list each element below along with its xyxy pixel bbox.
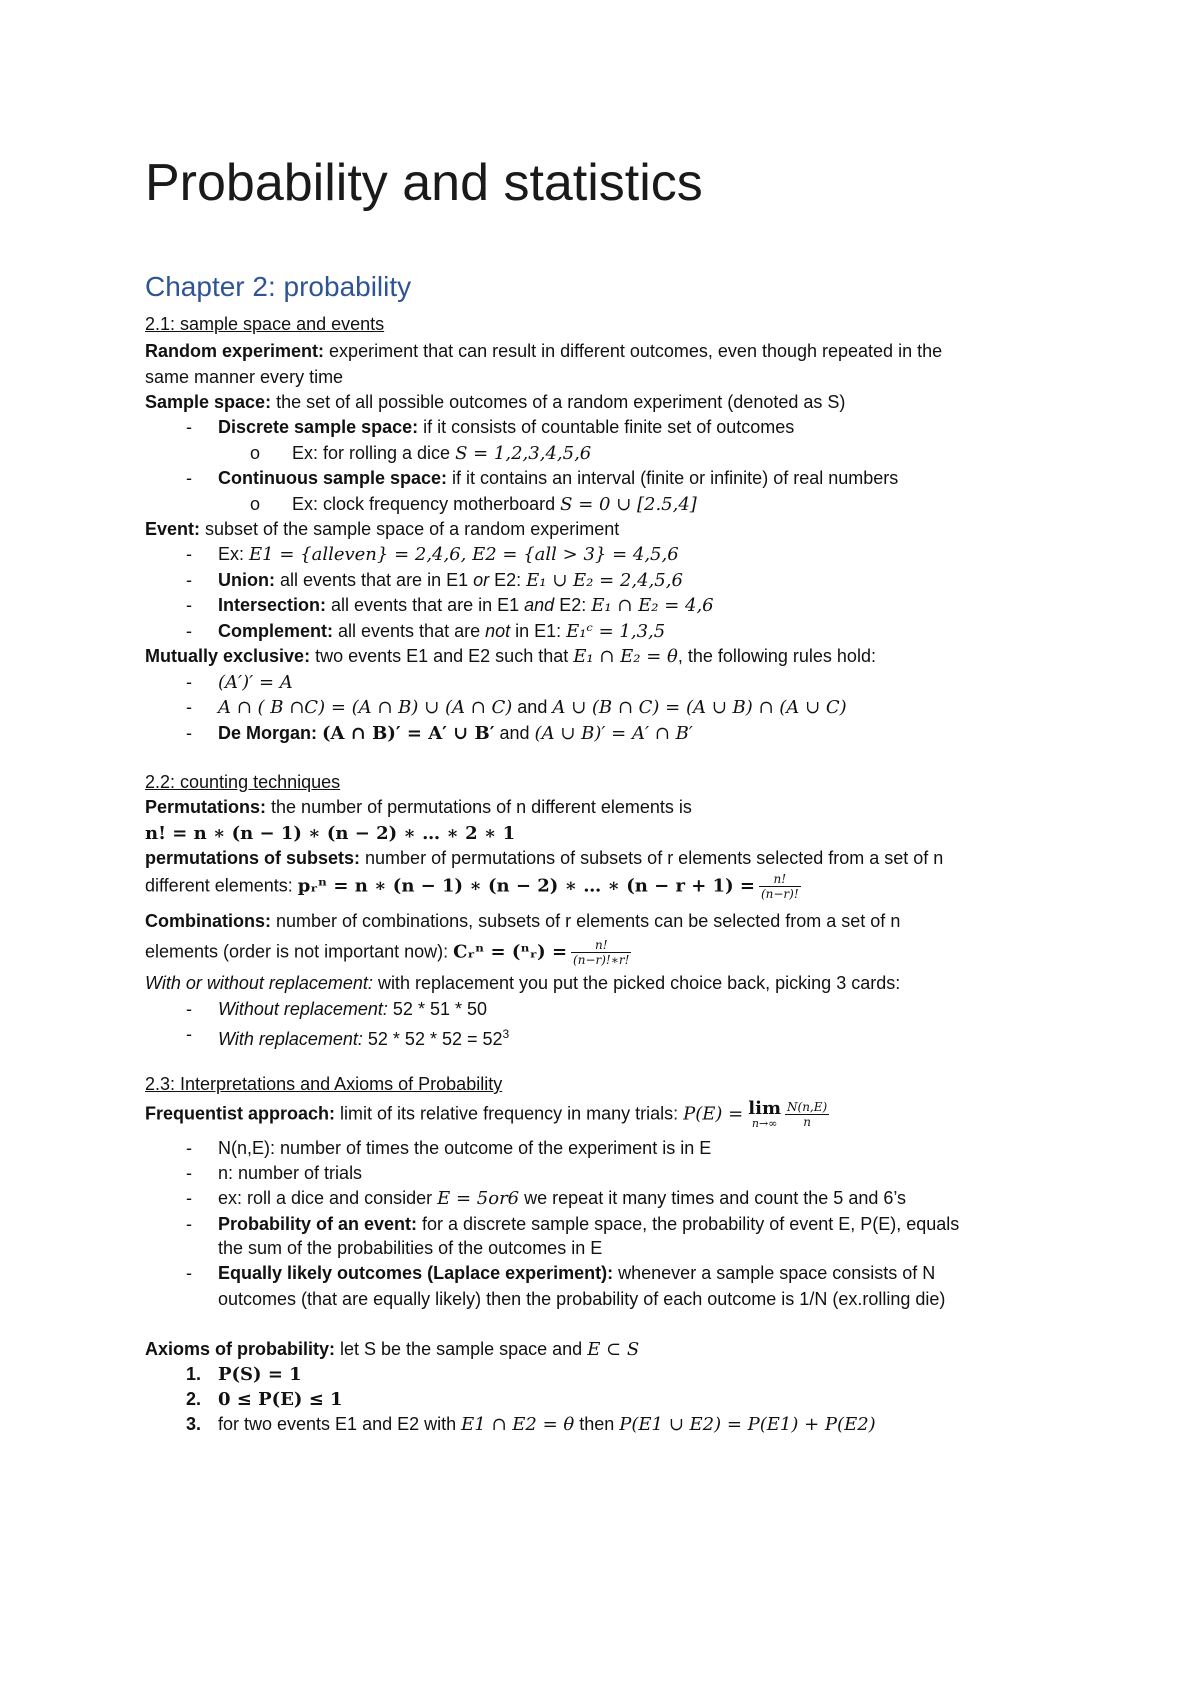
term-label: Combinations: [145, 911, 271, 931]
section-heading-2-2: 2.2: counting techniques [145, 772, 341, 792]
math-expression: (A ∩ B)′ = A′ ∪ B′ [322, 723, 495, 744]
intersection-line: Intersection: all events that are in E1 and E2: E₁ ∩ E₂ = 4,6 [218, 595, 714, 616]
definition-text: experiment that can result in different outcomes, even though repeated in the [324, 341, 943, 361]
term-label: Discrete sample space: [218, 417, 419, 437]
fraction: $\frac{n!}{(n-r)!}$ [760, 872, 799, 901]
circle-bullet: o [250, 443, 261, 463]
math-expression: (A ∪ B)′ = A′ ∩ B′ [534, 723, 693, 744]
term-label: Axioms of probability: [145, 1339, 336, 1359]
term-label: Sample space: [145, 392, 272, 412]
dash-bullet: - [186, 1163, 192, 1183]
term-label: Continuous sample space: [218, 468, 448, 488]
list-number: 2. [186, 1389, 202, 1409]
nne-definition-line: N(n,E): number of times the outcome of the experiment is in E [218, 1138, 712, 1158]
dice-example-line: ex: roll a dice and consider E = 5or6 we repeat it many times and count the 5 and 6’s [218, 1188, 907, 1209]
replacement-line [145, 972, 900, 994]
combinations-line [145, 910, 900, 932]
term-label: Union: [218, 570, 275, 590]
dash-bullet: - [186, 544, 192, 564]
axioms-line: Axioms of probability: let S be the sample space and E ⊂ S [145, 1339, 640, 1360]
list-number: 1. [186, 1364, 202, 1384]
math-expression: A ∪ (B ∩ C) = (A ∪ B) ∩ (A ∪ C) [552, 697, 847, 718]
term-label: Event: [145, 519, 201, 539]
math-expression: 0 ≤ P(E) ≤ 1 [218, 1389, 343, 1410]
math-expression: E = 5or6 [437, 1188, 520, 1209]
definition-text: with replacement you put the picked choice back, picking 3 cards: [372, 973, 901, 993]
dash-bullet: - [186, 1024, 192, 1044]
probability-event-line-2: the sum of the probabilities of the outcomes in E [218, 1238, 603, 1258]
math-expression: E₁ᶜ = 1,3,5 [566, 621, 666, 642]
term-label: Frequentist approach: [145, 1103, 336, 1124]
term-label: With or without replacement: [145, 973, 373, 993]
term-label: Probability of an event: [218, 1214, 418, 1234]
term-label: Mutually exclusive: [145, 646, 311, 666]
term-label: Permutations: [145, 797, 267, 817]
circle-bullet: o [250, 494, 261, 514]
equally-likely-line: Equally likely outcomes (Laplace experiment): whenever a sample space consists of N [218, 1263, 936, 1283]
math-expression: E ⊂ S [587, 1339, 640, 1360]
dash-bullet: - [186, 468, 192, 488]
combinations-formula-line: elements (order is not important now): Cᵣⁿ = (ⁿᵣ) = $\frac{n!}{(n-r)!∗r!}$ [145, 938, 630, 967]
chapter-heading: Chapter 2: probability [145, 271, 412, 302]
complement-line: Complement: all events that are not in E1: E₁ᶜ = 1,3,5 [218, 621, 666, 642]
fraction: $\frac{N(n,E)}{n}$ [787, 1100, 828, 1129]
math-expression: S = 0 ∪ [2.5,4] [560, 494, 697, 515]
random-experiment-line-2: same manner every time [145, 367, 344, 387]
rule-2-line: A ∩ ( B ∩C) = (A ∩ B) ∪ (A ∩ C) and A ∪ (B ∩ C) = (A ∪ B) ∩ (A ∪ C) [218, 697, 847, 718]
axiom-1-line [218, 1363, 302, 1386]
dash-bullet: - [186, 1263, 192, 1283]
math-expression: P(E1 ∪ E2) = P(E1) + P(E2) [619, 1414, 876, 1435]
definition-text: the set of all possible outcomes of a random experiment (denoted as S) [271, 392, 846, 412]
discrete-example-line: Ex: for rolling a dice S = 1,2,3,4,5,6 [292, 443, 592, 464]
axiom-3-line: for two events E1 and E2 with E1 ∩ E2 = θ then P(E1 ∪ E2) = P(E1) + P(E2) [218, 1414, 876, 1435]
axiom-2-line [218, 1388, 343, 1411]
math-expression: E₁ ∪ E₂ = 2,4,5,6 [526, 570, 683, 591]
section-heading-2-1: 2.1: sample space and events [145, 314, 385, 334]
definition-text: the number of permutations of n different elements is [266, 797, 692, 817]
dash-bullet: - [186, 723, 192, 743]
term-label: De Morgan: [218, 723, 323, 743]
discrete-sample-space-line [218, 416, 794, 438]
union-line: Union: all events that are in E1 or E2: E₁ ∪ E₂ = 2,4,5,6 [218, 570, 683, 591]
term-label: permutations of subsets: [145, 848, 361, 868]
n-definition-line: n: number of trials [218, 1163, 363, 1183]
math-expression: P(S) = 1 [218, 1364, 302, 1385]
fraction: $\frac{n!}{(n-r)!∗r!}$ [573, 938, 630, 967]
math-expression: P(E) = [683, 1103, 744, 1125]
dash-bullet: - [186, 697, 192, 717]
frequentist-line: Frequentist approach: limit of its relative frequency in many trials: P(E) = lim n→∞ $\frac{N(n,E)}{n}$ [145, 1098, 828, 1130]
mutually-exclusive-line: Mutually exclusive: two events E1 and E2 such that E₁ ∩ E₂ = θ, the following rules hold: [145, 646, 876, 667]
math-expression: E₁ ∩ E₂ = θ [573, 646, 678, 667]
math-expression: n! = n ∗ (n − 1) ∗ (n − 2) ∗ … ∗ 2 ∗ 1 [145, 823, 516, 844]
dash-bullet: - [186, 417, 192, 437]
math-expression: Cᵣⁿ = (ⁿᵣ) = [453, 941, 568, 963]
dash-bullet: - [186, 1188, 192, 1208]
dash-bullet: - [186, 621, 192, 641]
dash-bullet: - [186, 595, 192, 615]
math-expression: A ∩ ( B ∩C) = (A ∩ B) ∪ (A ∩ C) [218, 697, 513, 718]
definition-text: if it contains an interval (finite or infinite) of real numbers [447, 468, 899, 488]
definition-text: subset of the sample space of a random experiment [200, 519, 620, 539]
section-heading-2-3: 2.3: Interpretations and Axioms of Probability [145, 1074, 503, 1094]
de-morgan-line: De Morgan: (A ∩ B)′ = A′ ∪ B′ and (A ∪ B)′ = A′ ∩ B′ [218, 723, 693, 744]
random-experiment-line [145, 340, 942, 362]
term-label: Random experiment: [145, 341, 325, 361]
permutations-subsets-formula-line: different elements: pᵣⁿ = n ∗ (n − 1) ∗ (n − 2) ∗ … ∗ (n − r + 1) = $\frac{n!}{(n-r)!}$ [145, 872, 799, 901]
term-label: Intersection: [218, 595, 327, 615]
permutations-line [145, 796, 692, 818]
permutations-subsets-line [145, 847, 943, 869]
math-expression: S = 1,2,3,4,5,6 [455, 443, 592, 464]
math-expression: E1 ∩ E2 = θ [461, 1414, 575, 1435]
continuous-example-line: Ex: clock frequency motherboard S = 0 ∪ [2.5,4] [292, 494, 697, 515]
limit: lim n→∞ [748, 1098, 782, 1130]
math-expression: E₁ ∩ E₂ = 4,6 [591, 595, 714, 616]
definition-text: number of permutations of subsets of r elements selected from a set of n [360, 848, 944, 868]
event-line [145, 518, 619, 540]
event-example-line: Ex: E1 = {alleven} = 2,4,6, E2 = {all > 3} = 4,5,6 [218, 544, 679, 565]
term-label: Complement: [218, 621, 334, 641]
dash-bullet: - [186, 1214, 192, 1234]
equally-likely-line-2: outcomes (that are equally likely) then the probability of each outcome is 1/N (ex.rolling die) [218, 1289, 946, 1309]
list-number: 3. [186, 1414, 202, 1434]
dash-bullet: - [186, 1138, 192, 1158]
continuous-sample-space-line [218, 467, 898, 489]
term-label: Equally likely outcomes (Laplace experiment): [218, 1263, 614, 1283]
math-expression: (A′)′ = A [218, 672, 293, 693]
rule-1-line [218, 671, 293, 694]
dash-bullet: - [186, 570, 192, 590]
probability-event-line: Probability of an event: for a discrete sample space, the probability of event E, P(E), equals [218, 1214, 960, 1234]
math-expression: E1 = {alleven} = 2,4,6, E2 = {all > 3} = 4,5,6 [249, 544, 679, 565]
dash-bullet: - [186, 672, 192, 692]
definition-text: if it consists of countable finite set of outcomes [418, 417, 795, 437]
with-replacement-line: With replacement: $52 * 52 * 52 = 52^3$ [218, 1027, 510, 1049]
sample-space-line [145, 391, 845, 413]
dash-bullet: - [186, 999, 192, 1019]
math-expression: pᵣⁿ = n ∗ (n − 1) ∗ (n − 2) ∗ … ∗ (n − r + 1) = [297, 875, 755, 897]
without-replacement-line: Without replacement: 52 * 51 * 50 [218, 999, 488, 1019]
page-title: Probability and statistics [145, 154, 703, 212]
permutations-formula-line [145, 822, 515, 845]
definition-text: number of combinations, subsets of r elements can be selected from a set of n [271, 911, 901, 931]
